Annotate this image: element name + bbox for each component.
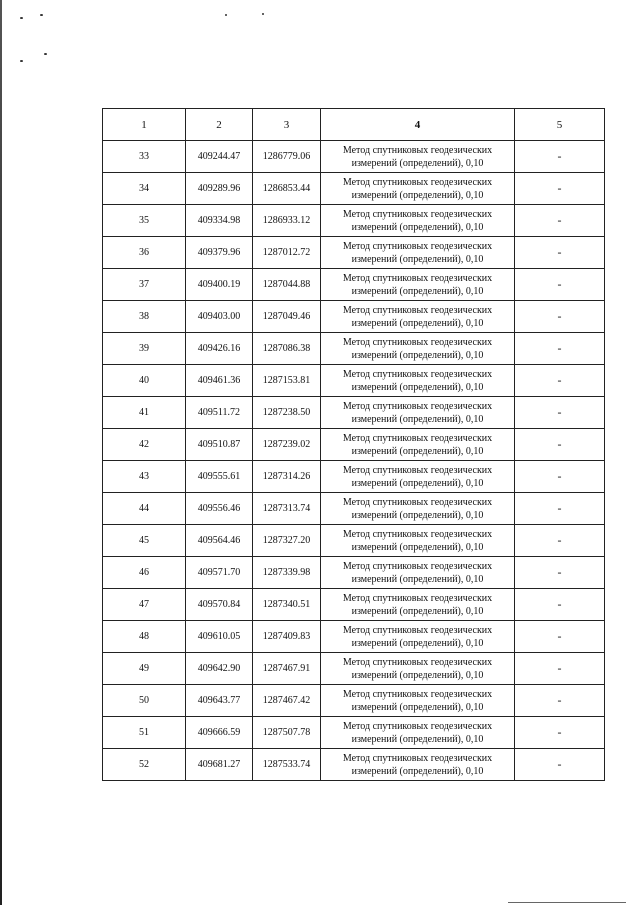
- header-col-5: 5: [515, 109, 605, 141]
- method-line-2: измерений (определений), 0,10: [351, 157, 484, 169]
- coordinate-y: 1287507.78: [253, 717, 321, 749]
- method-line-1: Метод спутниковых геодезических: [342, 240, 493, 252]
- method-line-2: измерений (определений), 0,10: [351, 285, 484, 297]
- coordinate-y: 1287340.51: [253, 589, 321, 621]
- point-number: 38: [103, 301, 186, 333]
- coordinate-x: 409510.87: [186, 429, 253, 461]
- table-row: [103, 429, 605, 461]
- table-row: [103, 621, 605, 653]
- coordinate-x: 409610.05: [186, 621, 253, 653]
- method-line-1: Метод спутниковых геодезических: [342, 496, 493, 508]
- method-line-2: измерений (определений), 0,10: [351, 765, 484, 777]
- column-5-value: -: [515, 237, 605, 269]
- method-cell: [321, 365, 515, 397]
- table-row: [103, 749, 605, 781]
- coordinate-x: 409556.46: [186, 493, 253, 525]
- coordinate-y: 1287339.98: [253, 557, 321, 589]
- table-row: [103, 269, 605, 301]
- method-line-1: Метод спутниковых геодезических: [342, 752, 493, 764]
- table-row: [103, 685, 605, 717]
- table-body: [103, 141, 605, 781]
- method-line-1: Метод спутниковых геодезических: [342, 432, 493, 444]
- column-5-value: -: [515, 365, 605, 397]
- method-cell: [321, 333, 515, 365]
- method-line-1: Метод спутниковых геодезических: [342, 400, 493, 412]
- method-line-1: Метод спутниковых геодезических: [342, 272, 493, 284]
- table-row: [103, 717, 605, 749]
- point-number: 48: [103, 621, 186, 653]
- method-cell: [321, 525, 515, 557]
- coordinate-y: 1287327.20: [253, 525, 321, 557]
- point-number: 50: [103, 685, 186, 717]
- method-line-1: Метод спутниковых геодезических: [342, 624, 493, 636]
- point-number: 45: [103, 525, 186, 557]
- method-line-2: измерений (определений), 0,10: [351, 349, 484, 361]
- coordinate-y: 1286853.44: [253, 173, 321, 205]
- coordinate-x: 409400.19: [186, 269, 253, 301]
- column-5-value: -: [515, 557, 605, 589]
- table-row: [103, 589, 605, 621]
- coordinate-x: 409244.47: [186, 141, 253, 173]
- method-line-1: Метод спутниковых геодезических: [342, 336, 493, 348]
- coordinate-x: 409666.59: [186, 717, 253, 749]
- method-line-1: Метод спутниковых геодезических: [342, 176, 493, 188]
- header-col-2: 2: [186, 109, 253, 141]
- column-5-value: -: [515, 493, 605, 525]
- method-line-1: Метод спутниковых геодезических: [342, 688, 493, 700]
- coordinate-x: 409570.84: [186, 589, 253, 621]
- method-cell: [321, 301, 515, 333]
- method-cell: [321, 685, 515, 717]
- coordinate-x: 409681.27: [186, 749, 253, 781]
- column-5-value: -: [515, 621, 605, 653]
- table-row: [103, 173, 605, 205]
- method-line-2: измерений (определений), 0,10: [351, 541, 484, 553]
- coordinate-x: 409403.00: [186, 301, 253, 333]
- method-line-2: измерений (определений), 0,10: [351, 381, 484, 393]
- scan-speck: [20, 17, 23, 19]
- method-line-2: измерений (определений), 0,10: [351, 477, 484, 489]
- coordinate-x: 409555.61: [186, 461, 253, 493]
- coordinate-x: 409642.90: [186, 653, 253, 685]
- point-number: 52: [103, 749, 186, 781]
- scan-speck: [225, 14, 227, 16]
- method-line-2: измерений (определений), 0,10: [351, 733, 484, 745]
- coordinates-table: [102, 108, 605, 781]
- method-line-1: Метод спутниковых геодезических: [342, 592, 493, 604]
- point-number: 36: [103, 237, 186, 269]
- coordinate-y: 1287467.42: [253, 685, 321, 717]
- coordinate-y: 1287049.46: [253, 301, 321, 333]
- table-row: [103, 301, 605, 333]
- method-cell: [321, 589, 515, 621]
- table-row: [103, 237, 605, 269]
- table-row: [103, 205, 605, 237]
- point-number: 39: [103, 333, 186, 365]
- scan-bottom-line: [508, 902, 626, 903]
- table-row: [103, 141, 605, 173]
- column-5-value: -: [515, 173, 605, 205]
- column-5-value: -: [515, 589, 605, 621]
- method-cell: [321, 237, 515, 269]
- header-col-1: 1: [103, 109, 186, 141]
- method-cell: [321, 749, 515, 781]
- coordinate-y: 1287153.81: [253, 365, 321, 397]
- column-5-value: -: [515, 685, 605, 717]
- method-cell: [321, 717, 515, 749]
- header-col-4: 4: [321, 109, 515, 141]
- method-cell: [321, 397, 515, 429]
- method-line-2: измерений (определений), 0,10: [351, 253, 484, 265]
- coordinate-x: 409426.16: [186, 333, 253, 365]
- method-line-1: Метод спутниковых геодезических: [342, 464, 493, 476]
- column-5-value: -: [515, 333, 605, 365]
- coordinate-x: 409289.96: [186, 173, 253, 205]
- method-cell: [321, 621, 515, 653]
- point-number: 51: [103, 717, 186, 749]
- coordinate-x: 409643.77: [186, 685, 253, 717]
- coordinate-y: 1287044.88: [253, 269, 321, 301]
- method-line-2: измерений (определений), 0,10: [351, 189, 484, 201]
- coordinate-y: 1287533.74: [253, 749, 321, 781]
- method-cell: [321, 269, 515, 301]
- coordinate-y: 1287239.02: [253, 429, 321, 461]
- method-cell: [321, 493, 515, 525]
- table-row: [103, 493, 605, 525]
- method-line-2: измерений (определений), 0,10: [351, 605, 484, 617]
- point-number: 43: [103, 461, 186, 493]
- method-line-1: Метод спутниковых геодезических: [342, 720, 493, 732]
- column-5-value: -: [515, 461, 605, 493]
- point-number: 46: [103, 557, 186, 589]
- method-cell: [321, 205, 515, 237]
- point-number: 40: [103, 365, 186, 397]
- point-number: 42: [103, 429, 186, 461]
- table-row: [103, 461, 605, 493]
- table-header-row: [103, 109, 605, 141]
- column-5-value: -: [515, 269, 605, 301]
- scan-speck: [40, 14, 43, 16]
- coordinate-y: 1287086.38: [253, 333, 321, 365]
- method-line-1: Метод спутниковых геодезических: [342, 656, 493, 668]
- coordinate-x: 409571.70: [186, 557, 253, 589]
- table-row: [103, 365, 605, 397]
- method-line-1: Метод спутниковых геодезических: [342, 304, 493, 316]
- column-5-value: -: [515, 141, 605, 173]
- column-5-value: -: [515, 717, 605, 749]
- method-line-2: измерений (определений), 0,10: [351, 445, 484, 457]
- method-cell: [321, 653, 515, 685]
- column-5-value: -: [515, 301, 605, 333]
- table-row: [103, 397, 605, 429]
- method-line-1: Метод спутниковых геодезических: [342, 560, 493, 572]
- method-line-1: Метод спутниковых геодезических: [342, 208, 493, 220]
- scan-speck: [20, 60, 23, 62]
- coordinate-y: 1287314.26: [253, 461, 321, 493]
- column-5-value: -: [515, 653, 605, 685]
- method-line-2: измерений (определений), 0,10: [351, 509, 484, 521]
- coordinate-x: 409461.36: [186, 365, 253, 397]
- method-cell: [321, 429, 515, 461]
- column-5-value: -: [515, 525, 605, 557]
- method-line-2: измерений (определений), 0,10: [351, 221, 484, 233]
- method-line-2: измерений (определений), 0,10: [351, 669, 484, 681]
- scan-left-edge: [0, 0, 2, 905]
- coordinate-y: 1287409.83: [253, 621, 321, 653]
- method-line-1: Метод спутниковых геодезических: [342, 368, 493, 380]
- scan-speck: [262, 13, 264, 15]
- coordinate-y: 1286779.06: [253, 141, 321, 173]
- column-5-value: -: [515, 429, 605, 461]
- point-number: 47: [103, 589, 186, 621]
- coordinate-x: 409511.72: [186, 397, 253, 429]
- method-line-2: измерений (определений), 0,10: [351, 701, 484, 713]
- point-number: 34: [103, 173, 186, 205]
- method-line-1: Метод спутниковых геодезических: [342, 144, 493, 156]
- method-line-2: измерений (определений), 0,10: [351, 637, 484, 649]
- method-line-2: измерений (определений), 0,10: [351, 573, 484, 585]
- table-row: [103, 557, 605, 589]
- method-cell: [321, 557, 515, 589]
- column-5-value: -: [515, 205, 605, 237]
- point-number: 33: [103, 141, 186, 173]
- coordinate-x: 409564.46: [186, 525, 253, 557]
- method-cell: [321, 173, 515, 205]
- coordinate-x: 409334.98: [186, 205, 253, 237]
- method-line-1: Метод спутниковых геодезических: [342, 528, 493, 540]
- column-5-value: -: [515, 397, 605, 429]
- method-line-2: измерений (определений), 0,10: [351, 413, 484, 425]
- coordinate-x: 409379.96: [186, 237, 253, 269]
- coordinate-y: 1287467.91: [253, 653, 321, 685]
- method-cell: [321, 461, 515, 493]
- coordinate-y: 1287012.72: [253, 237, 321, 269]
- point-number: 49: [103, 653, 186, 685]
- scan-speck: [44, 53, 47, 55]
- coordinate-y: 1286933.12: [253, 205, 321, 237]
- point-number: 37: [103, 269, 186, 301]
- method-cell: [321, 141, 515, 173]
- coordinate-y: 1287238.50: [253, 397, 321, 429]
- table-row: [103, 525, 605, 557]
- table-row: [103, 653, 605, 685]
- method-line-2: измерений (определений), 0,10: [351, 317, 484, 329]
- point-number: 35: [103, 205, 186, 237]
- point-number: 41: [103, 397, 186, 429]
- header-col-3: 3: [253, 109, 321, 141]
- point-number: 44: [103, 493, 186, 525]
- column-5-value: -: [515, 749, 605, 781]
- table-row: [103, 333, 605, 365]
- coordinate-y: 1287313.74: [253, 493, 321, 525]
